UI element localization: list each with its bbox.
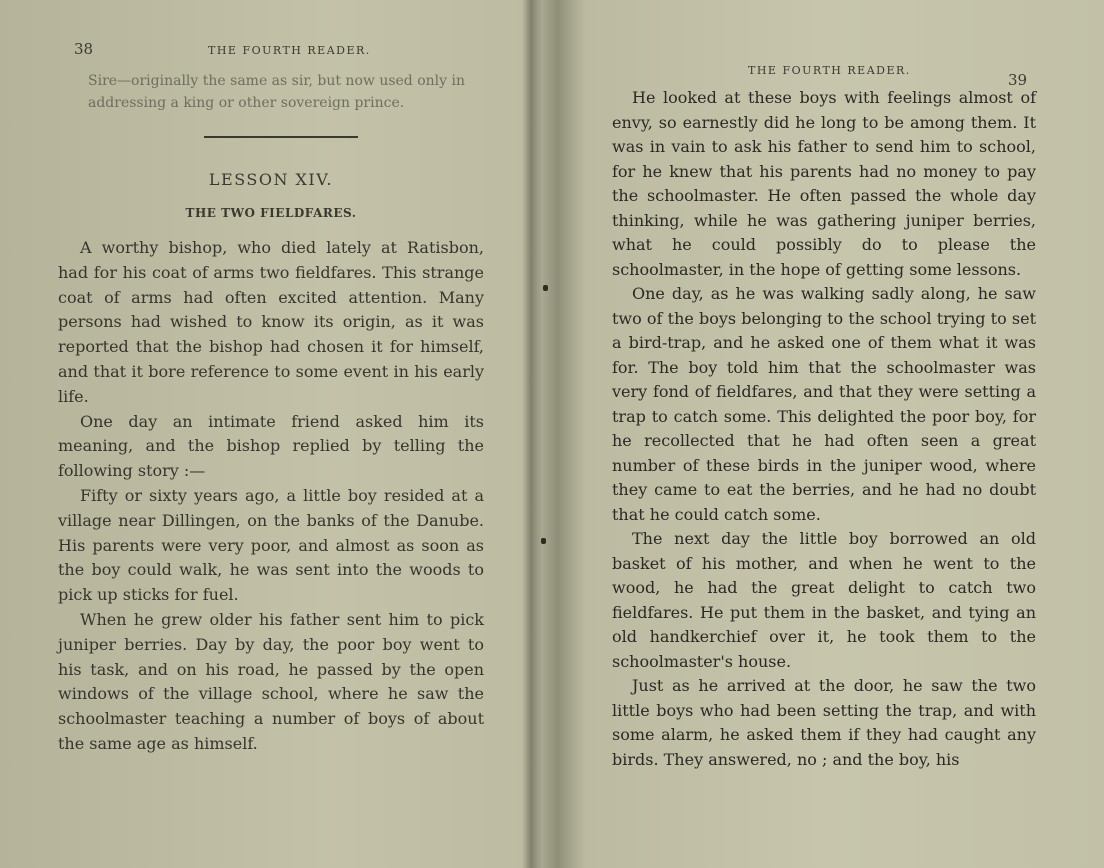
section-divider <box>204 136 358 138</box>
paragraph: A worthy bishop, who died lately at Ratisbon, had for his coat of arms two fieldfares. This strange coat of arms had often excited attention. Many persons had wished to know its origin, as it was reported that the bishop had chosen it for himself, and that it bore reference to some event in his early life. <box>58 238 484 406</box>
paragraph: The next day the little boy borrowed an old basket of his mother, and when he went to the wood, he had the great delight to catch two fieldfares. He put them in the basket, and tying an old handkerchief over it, he took them to the schoolmaster's house. <box>612 529 1036 671</box>
binding-mark <box>543 285 548 291</box>
binding-mark <box>541 538 546 544</box>
running-head-right: THE FOURTH READER. <box>748 64 911 77</box>
paragraph: When he grew older his father sent him to pick juniper berries. Day by day, the poor boy went to his task, and on his road, he passed by the open windows of the village school, where he saw the schoolmaster teaching a number of boys of about the same age as himself. <box>58 609 484 753</box>
left-page-text <box>58 236 484 757</box>
paragraph: He looked at these boys with feelings almost of envy, so earnestly did he long to be among them. It was in vain to ask his father to send him to school, for he knew that his parents had no money to pay the schoolmaster. He often passed the whole day thinking, while he was gathering juniper berries, what he could possibly do to please the schoolmaster, in the hope of getting some lessons. <box>612 88 1036 279</box>
vocabulary-definition: Sire—originally the same as sir, but now used only in addressing a king or other sovereign prince. <box>88 73 465 111</box>
right-page-text <box>612 86 1036 772</box>
running-head-left: THE FOURTH READER. <box>208 44 371 57</box>
lesson-title: LESSON XIV. <box>208 170 334 189</box>
lesson-subtitle: THE TWO FIELDFARES. <box>185 206 357 220</box>
paragraph: Fifty or sixty years ago, a little boy resided at a village near Dillingen, on the banks of the Danube. His parents were very poor, and almost as soon as the boy could walk, he was sent into the woods to pick up sticks for fuel. <box>58 485 484 605</box>
page-number-left: 38 <box>74 40 94 58</box>
left-page <box>0 0 522 868</box>
page-number-right: 39 <box>1008 71 1028 89</box>
paragraph: Just as he arrived at the door, he saw the two little boys who had been setting the trap, and with some alarm, he asked them if they had caught any birds. They answered, no ; and the boy, his <box>612 676 1036 769</box>
right-page <box>542 0 1104 868</box>
paragraph: One day, as he was walking sadly along, he saw two of the boys belonging to the school trying to set a bird-trap, and he asked one of them what it was for. The boy told him that the schoolmaster was very fond of fieldfares, and that they were setting a trap to catch some. This delighted the poor boy, for he recollected that he had often seen a great number of these birds in the juniper wood, where they came to eat the berries, and he had no doubt that he could catch some. <box>612 284 1036 524</box>
book-gutter <box>522 0 542 868</box>
paragraph: One day an intimate friend asked him its meaning, and the bishop replied by telling the following story :— <box>58 411 484 481</box>
